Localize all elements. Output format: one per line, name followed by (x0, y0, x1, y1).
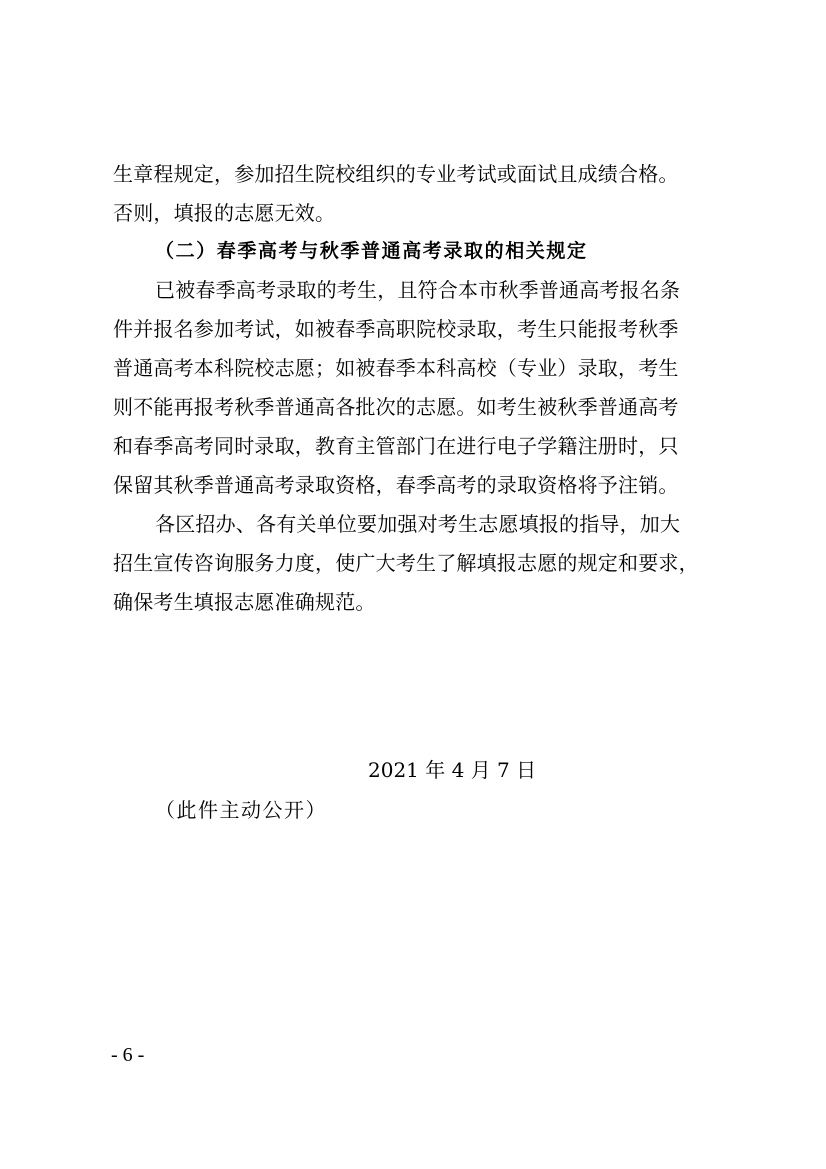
body-line-12: 确保考生填报志愿准确规范。 (113, 590, 376, 614)
body-line-5: 件并报名参加考试，如被春季高职院校录取，考生只能报考秋季 (113, 317, 679, 341)
section-heading: （二）春季高考与秋季普通高考录取的相关规定 (155, 240, 588, 262)
page-number: - 6 - (111, 1044, 145, 1066)
body-line-10: 各区招办、各有关单位要加强对考生志愿填报的指导，加大 (155, 512, 681, 536)
body-line-8: 和春季高考同时录取，教育主管部门在进行电子学籍注册时，只 (113, 434, 679, 458)
body-line-11: 招生宣传咨询服务力度，使广大考生了解填报志愿的规定和要求， (113, 551, 699, 575)
body-line-6: 普通高考本科院校志愿；如被春季本科高校（专业）录取，考生 (113, 356, 679, 380)
body-line-1: 生章程规定，参加招生院校组织的专业考试或面试且成绩合格。 (113, 162, 679, 186)
body-line-4: 已被春季高考录取的考生，且符合本市秋季普通高考报名条 (155, 278, 681, 302)
body-line-9: 保留其秋季普通高考录取资格，春季高考的录取资格将予注销。 (113, 473, 679, 497)
body-line-7: 则不能再报考秋季普通高各批次的志愿。如考生被秋季普通高考 (113, 395, 679, 419)
document-date: 2021 年 4 月 7 日 (368, 758, 537, 782)
body-line-2: 否则，填报的志愿无效。 (113, 201, 336, 225)
public-disclosure-note: （此件主动公开） (155, 798, 327, 822)
